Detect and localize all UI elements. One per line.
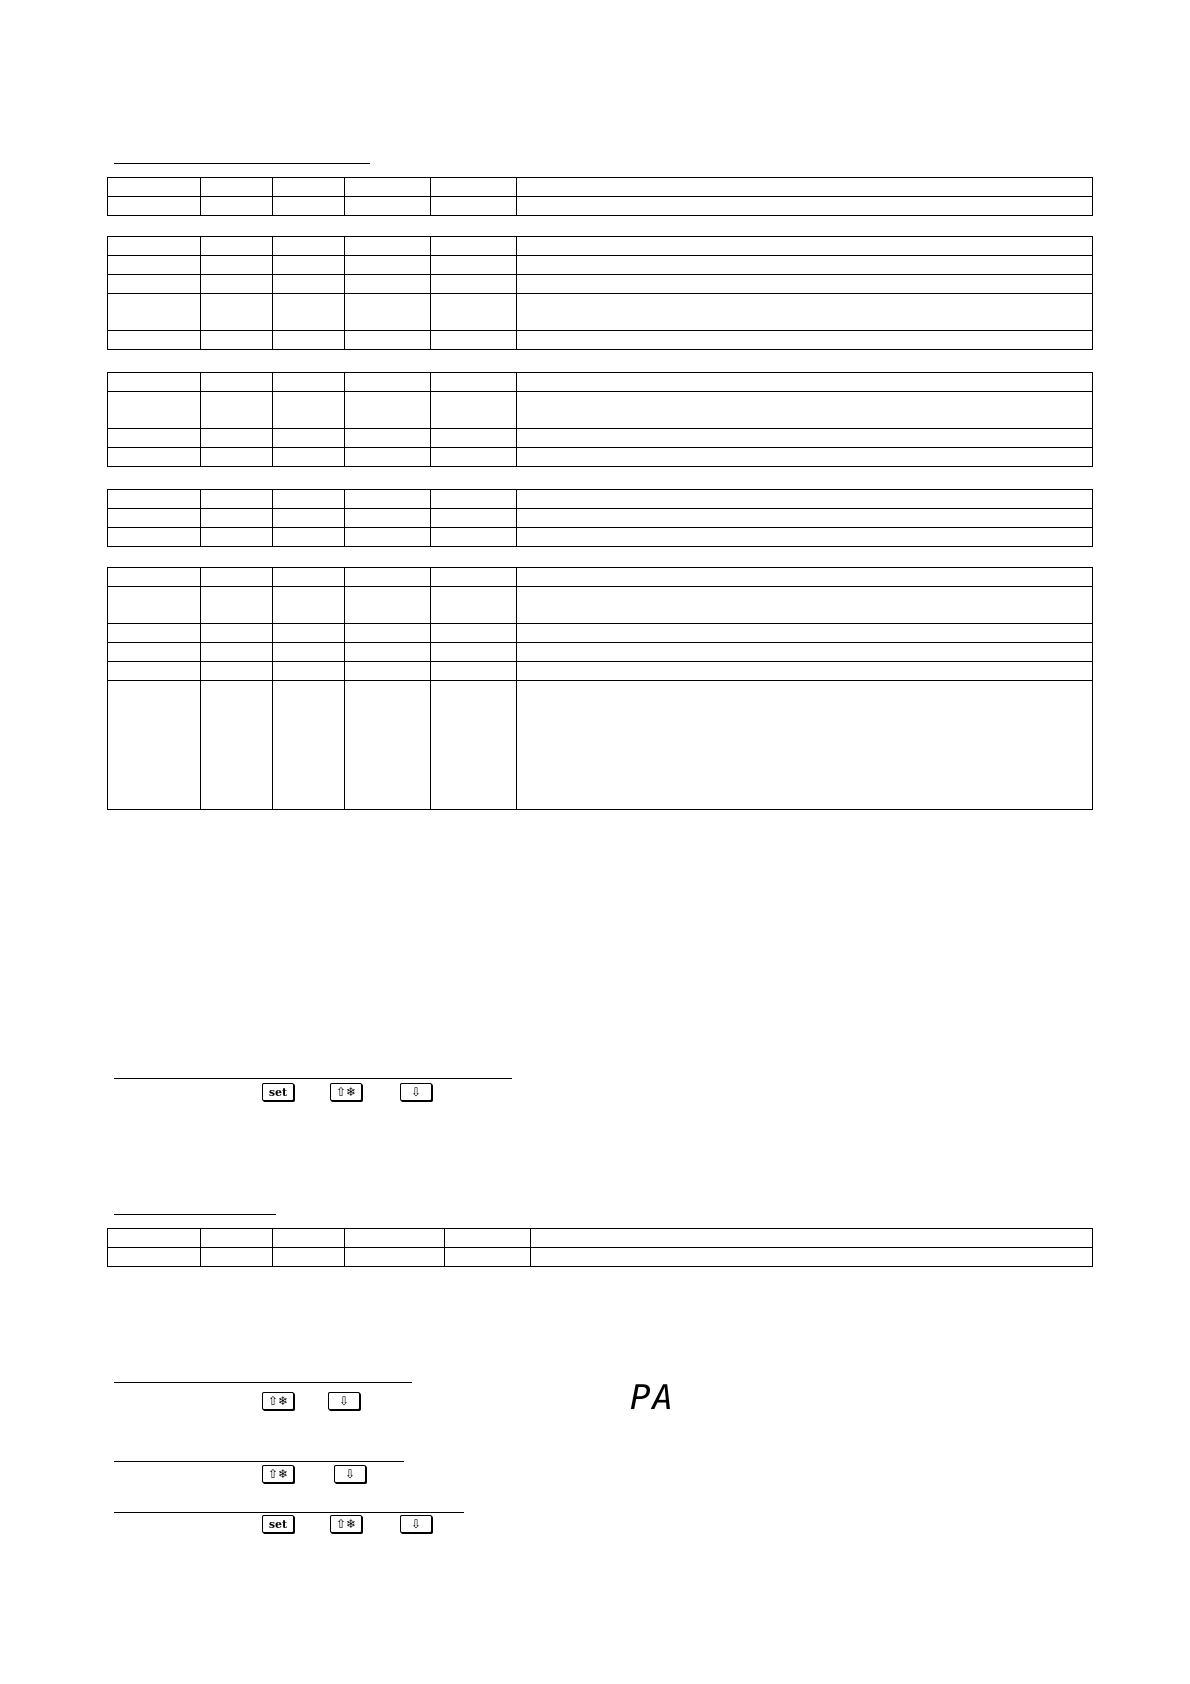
- down-key-icon: ⇩: [334, 1465, 366, 1483]
- parameter-table-5: [107, 567, 1093, 810]
- table-row: [108, 1229, 1093, 1248]
- down-key-icon: ⇩: [328, 1392, 360, 1410]
- keys-heading-underline-2: [114, 1382, 412, 1383]
- table-row: [108, 643, 1093, 662]
- table-row: [108, 392, 1093, 429]
- table-row: [108, 448, 1093, 467]
- up-snowflake-key-icon: ⇧❄: [330, 1083, 362, 1101]
- table-row: [108, 568, 1093, 587]
- parameter-table-6: [107, 1228, 1093, 1267]
- table-row: [108, 624, 1093, 643]
- up-snowflake-key-icon: ⇧❄: [330, 1515, 362, 1533]
- up-snowflake-key-icon: ⇧❄: [262, 1392, 294, 1410]
- table-row: [108, 1248, 1093, 1267]
- down-key-icon: ⇩: [400, 1083, 432, 1101]
- parameter-table-4: [107, 489, 1093, 547]
- table-row: [108, 587, 1093, 624]
- table-row: [108, 275, 1093, 294]
- keys-heading-underline-3: [114, 1461, 404, 1462]
- table-row: [108, 294, 1093, 331]
- set-key-icon: set: [262, 1515, 294, 1533]
- table-row: [108, 528, 1093, 547]
- table-row: [108, 681, 1093, 810]
- set-key-icon: set: [262, 1083, 294, 1101]
- table-row: [108, 237, 1093, 256]
- keys-heading-underline-4: [114, 1512, 464, 1513]
- keys-heading-underline-1: [114, 1078, 512, 1079]
- table-row: [108, 509, 1093, 528]
- table-row: [108, 429, 1093, 448]
- section-heading-underline-2: [114, 1214, 276, 1215]
- section-heading-underline: [114, 163, 370, 164]
- table-row: [108, 662, 1093, 681]
- table-row: [108, 331, 1093, 350]
- table-row: [108, 197, 1093, 216]
- table-row: [108, 373, 1093, 392]
- table-row: [108, 256, 1093, 275]
- parameter-table-2: [107, 236, 1093, 350]
- table-row: [108, 178, 1093, 197]
- parameter-table-3: [107, 372, 1093, 467]
- segment-display-text: PA: [630, 1378, 675, 1418]
- parameter-table-1: [107, 177, 1093, 216]
- up-snowflake-key-icon: ⇧❄: [262, 1465, 294, 1483]
- table-row: [108, 490, 1093, 509]
- down-key-icon: ⇩: [400, 1515, 432, 1533]
